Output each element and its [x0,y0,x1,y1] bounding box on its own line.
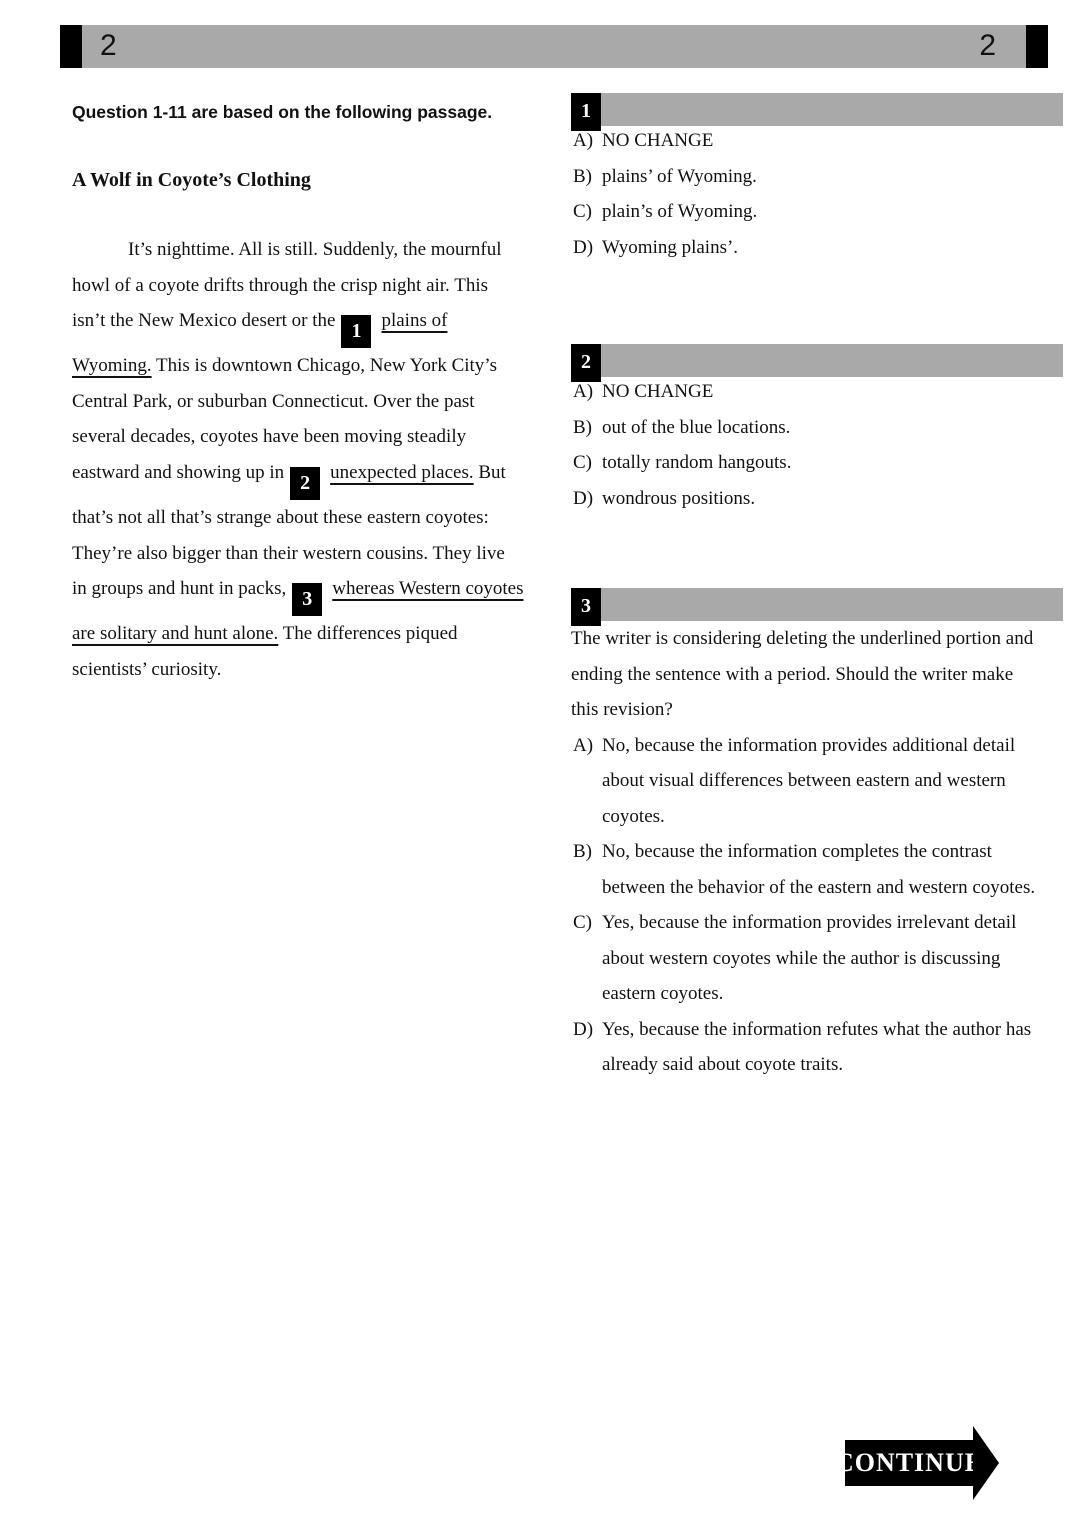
passage-title: A Wolf in Coyote’s Clothing [72,169,311,191]
continue-rect [834,1440,984,1486]
continue-label: CONTINUE [834,1448,984,1477]
question-3-choice-A[interactable] [571,728,1063,835]
choice-letter: C) [573,912,592,933]
choice-text: plains’ of Wyoming. [602,165,757,187]
question-1-choice-D[interactable] [571,230,1063,266]
passage-text [72,232,562,687]
underlined-portion: Wyoming. [72,355,152,377]
choice-text: Yes, because the information provides irrelevant detail about western coyotes while the author is discussing eastern coyotes. [602,912,1017,1004]
passage-text-segment: in groups and hunt in packs, [72,578,287,599]
question-1-header-bar [571,93,1063,126]
question-2-choices [571,374,1063,516]
passage-text-segment: Central Park, or suburban Connecticut. Over the past [72,390,475,412]
choice-letter: A) [573,381,594,402]
question-3-choices [571,728,1063,1083]
choice-letter: A) [573,130,594,151]
question-3-choice-C[interactable] [571,905,1063,1012]
question-2-header-bar [571,344,1063,377]
question-1-choice-C[interactable] [571,194,1063,230]
question-2-number-box: 2 [571,344,601,382]
choice-text: No, because the information completes the contrast between the behavior of the eastern and western coyotes. [602,841,1036,898]
question-1-choice-A[interactable] [571,123,1063,159]
question-3-choice-D[interactable] [571,1012,1063,1083]
passage-text-segment: that’s not all that’s strange about these eastern coyotes: [72,507,489,528]
passage-text-segment: This is downtown Chicago, New York City’s [151,355,497,377]
underlined-portion: are solitary and hunt alone. [72,623,279,645]
question-2-block [571,344,1063,516]
passage-text-segment: The differences piqued [278,623,458,645]
passage-text-segment: eastward and showing up in [72,461,285,483]
question-1-number-box: 1 [571,93,601,131]
choice-letter: C) [573,201,592,222]
choice-text: wondrous positions. [602,487,756,509]
section-number-right: 2 [979,29,996,62]
underlined-portion: plains of [381,310,448,331]
passage-text-segment: several decades, coyotes have been moving steadily [72,426,467,448]
header-right-black-cap [1026,25,1048,68]
question-3-number-box: 3 [571,588,601,626]
header-left-black-cap [60,25,82,68]
choice-text: NO CHANGE [602,130,714,151]
passage-text-segment: howl of a coyote drifts through the crisp night air. This [72,274,488,296]
choice-letter: C) [573,452,592,473]
passage-text-segment: They’re also bigger than their western cousins. They live [72,542,505,564]
passage-text-segment: isn’t the New Mexico desert or the [72,310,336,331]
underlined-portion: unexpected places. [330,461,474,483]
passage-directions: Question 1-11 are based on the following passage. [72,102,493,122]
choice-text: NO CHANGE [602,381,714,402]
choice-letter: B) [573,841,592,862]
section-number-left: 2 [100,29,117,62]
choice-letter: B) [573,416,592,438]
choice-text: out of the blue locations. [602,416,791,438]
question-1-block [571,93,1063,265]
choice-letter: D) [573,236,594,258]
choice-letter: A) [573,734,594,756]
choice-text: No, because the information provides additional detail about visual differences between eastern and western coyotes. [602,734,1016,827]
choice-text: totally random hangouts. [602,452,792,473]
choice-letter: B) [573,165,592,187]
continue-button[interactable] [834,1426,999,1500]
question-3-stem: The writer is considering deleting the underlined portion and ending the sentence with a period. Should the writer make this revision? [571,628,1034,720]
inline-question-marker-2: 2 [290,467,320,500]
passage-text-segment: It’s nighttime. All is still. Suddenly, the mournful [128,239,502,260]
question-2-choice-D[interactable] [571,481,1063,517]
question-3-choice-B[interactable] [571,834,1063,905]
choice-text: plain’s of Wyoming. [602,201,758,222]
continue-arrow-icon [973,1426,999,1500]
inline-question-marker-3: 3 [292,583,322,616]
choice-letter: D) [573,1018,594,1040]
question-3-header-bar [571,588,1063,621]
passage-text-segment: scientists’ curiosity. [72,658,222,680]
passage-text-segment: But [473,461,506,483]
choice-letter: D) [573,487,594,509]
inline-question-marker-1: 1 [341,315,371,348]
choice-text: Wyoming plains’. [602,236,739,258]
question-2-choice-A[interactable] [571,374,1063,410]
section-header-bar [60,25,1048,68]
question-2-choice-B[interactable] [571,410,1063,446]
question-3-block [571,588,1063,1083]
choice-text: Yes, because the information refutes what the author has already said about coyote traits. [602,1018,1032,1075]
question-1-choice-B[interactable] [571,159,1063,195]
question-1-choices [571,123,1063,265]
underlined-portion: whereas Western coyotes [332,578,524,599]
question-2-choice-C[interactable] [571,445,1063,481]
